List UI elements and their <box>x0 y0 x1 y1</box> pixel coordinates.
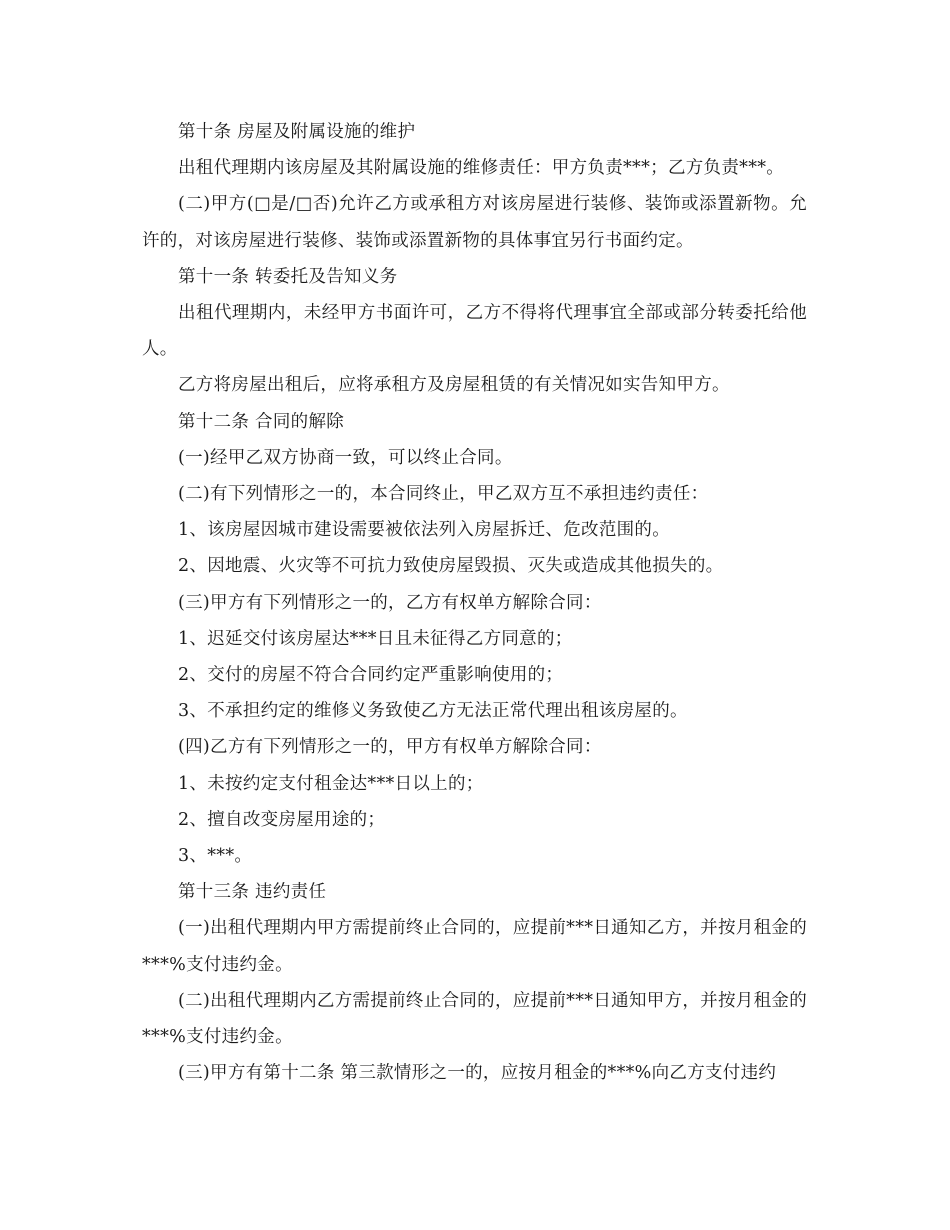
article-13-clause-3: (三)甲方有第十二条 第三款情形之一的，应按月租金的***%向乙方支付违约 <box>178 1063 777 1084</box>
article-12-clause-4-item-1: 1、未按约定支付租金达***日以上的； <box>178 773 484 794</box>
article-12-clause-3: (三)甲方有下列情形之一的，乙方有权单方解除合同： <box>178 592 602 613</box>
article-13-clause-1: (一)出租代理期内甲方需提前终止合同的，应提前***日通知乙方，并按月租金的***%支付违约金。 <box>142 918 807 975</box>
article-10-clause-2: (二)甲方(□是/□否)允许乙方或承租方对该房屋进行装修、装饰或添置新物。允许的，对该房屋进行装修、装饰或添置新物的具体事宜另行书面约定。 <box>142 194 807 251</box>
article-10-repair-responsibility: 出租代理期内该房屋及其附属设施的维修责任：甲方负责***；乙方负责***。 <box>178 158 785 179</box>
article-12-clause-1: (一)经甲乙双方协商一致，可以终止合同。 <box>178 447 513 468</box>
article-12-heading: 第十二条 合同的解除 <box>178 411 345 432</box>
article-12-clause-3-item-3: 3、不承担约定的维修义务致使乙方无法正常代理出租该房屋的。 <box>178 701 688 722</box>
article-12-clause-2-item-2: 2、因地震、火灾等不可抗力致使房屋毁损、灭失或造成其他损失的。 <box>178 556 724 577</box>
article-12-clause-4-item-3: 3、***。 <box>178 846 253 867</box>
article-12-clause-3-item-2: 2、交付的房屋不符合合同约定严重影响使用的； <box>178 665 564 686</box>
article-12-clause-2: (二)有下列情形之一的，本合同终止，甲乙双方互不承担违约责任： <box>178 484 709 505</box>
article-13-clause-2: (二)出租代理期内乙方需提前终止合同的，应提前***日通知甲方，并按月租金的***%支付违约金。 <box>142 990 807 1048</box>
article-11-notification: 乙方将房屋出租后，应将承租方及房屋租赁的有关情况如实告知甲方。 <box>178 375 730 396</box>
article-12-clause-4: (四)乙方有下列情形之一的，甲方有权单方解除合同： <box>178 737 602 758</box>
article-10-heading: 第十条 房屋及附属设施的维护 <box>178 122 416 142</box>
article-13-heading: 第十三条 违约责任 <box>178 882 327 903</box>
article-12-clause-4-item-2: 2、擅自改变房屋用途的； <box>178 809 386 830</box>
article-11-heading: 第十一条 转委托及告知义务 <box>178 266 398 287</box>
article-12-clause-2-item-1: 1、该房屋因城市建设需要被依法列入房屋拆迁、危改范围的。 <box>178 520 671 541</box>
article-11-subdelegation: 出租代理期内，未经甲方书面许可，乙方不得将代理事宜全部或部分转委托给他人。 <box>142 303 807 360</box>
document-body <box>142 114 807 1091</box>
article-12-clause-3-item-1: 1、迟延交付该房屋达***日且未征得乙方同意的； <box>178 628 573 649</box>
